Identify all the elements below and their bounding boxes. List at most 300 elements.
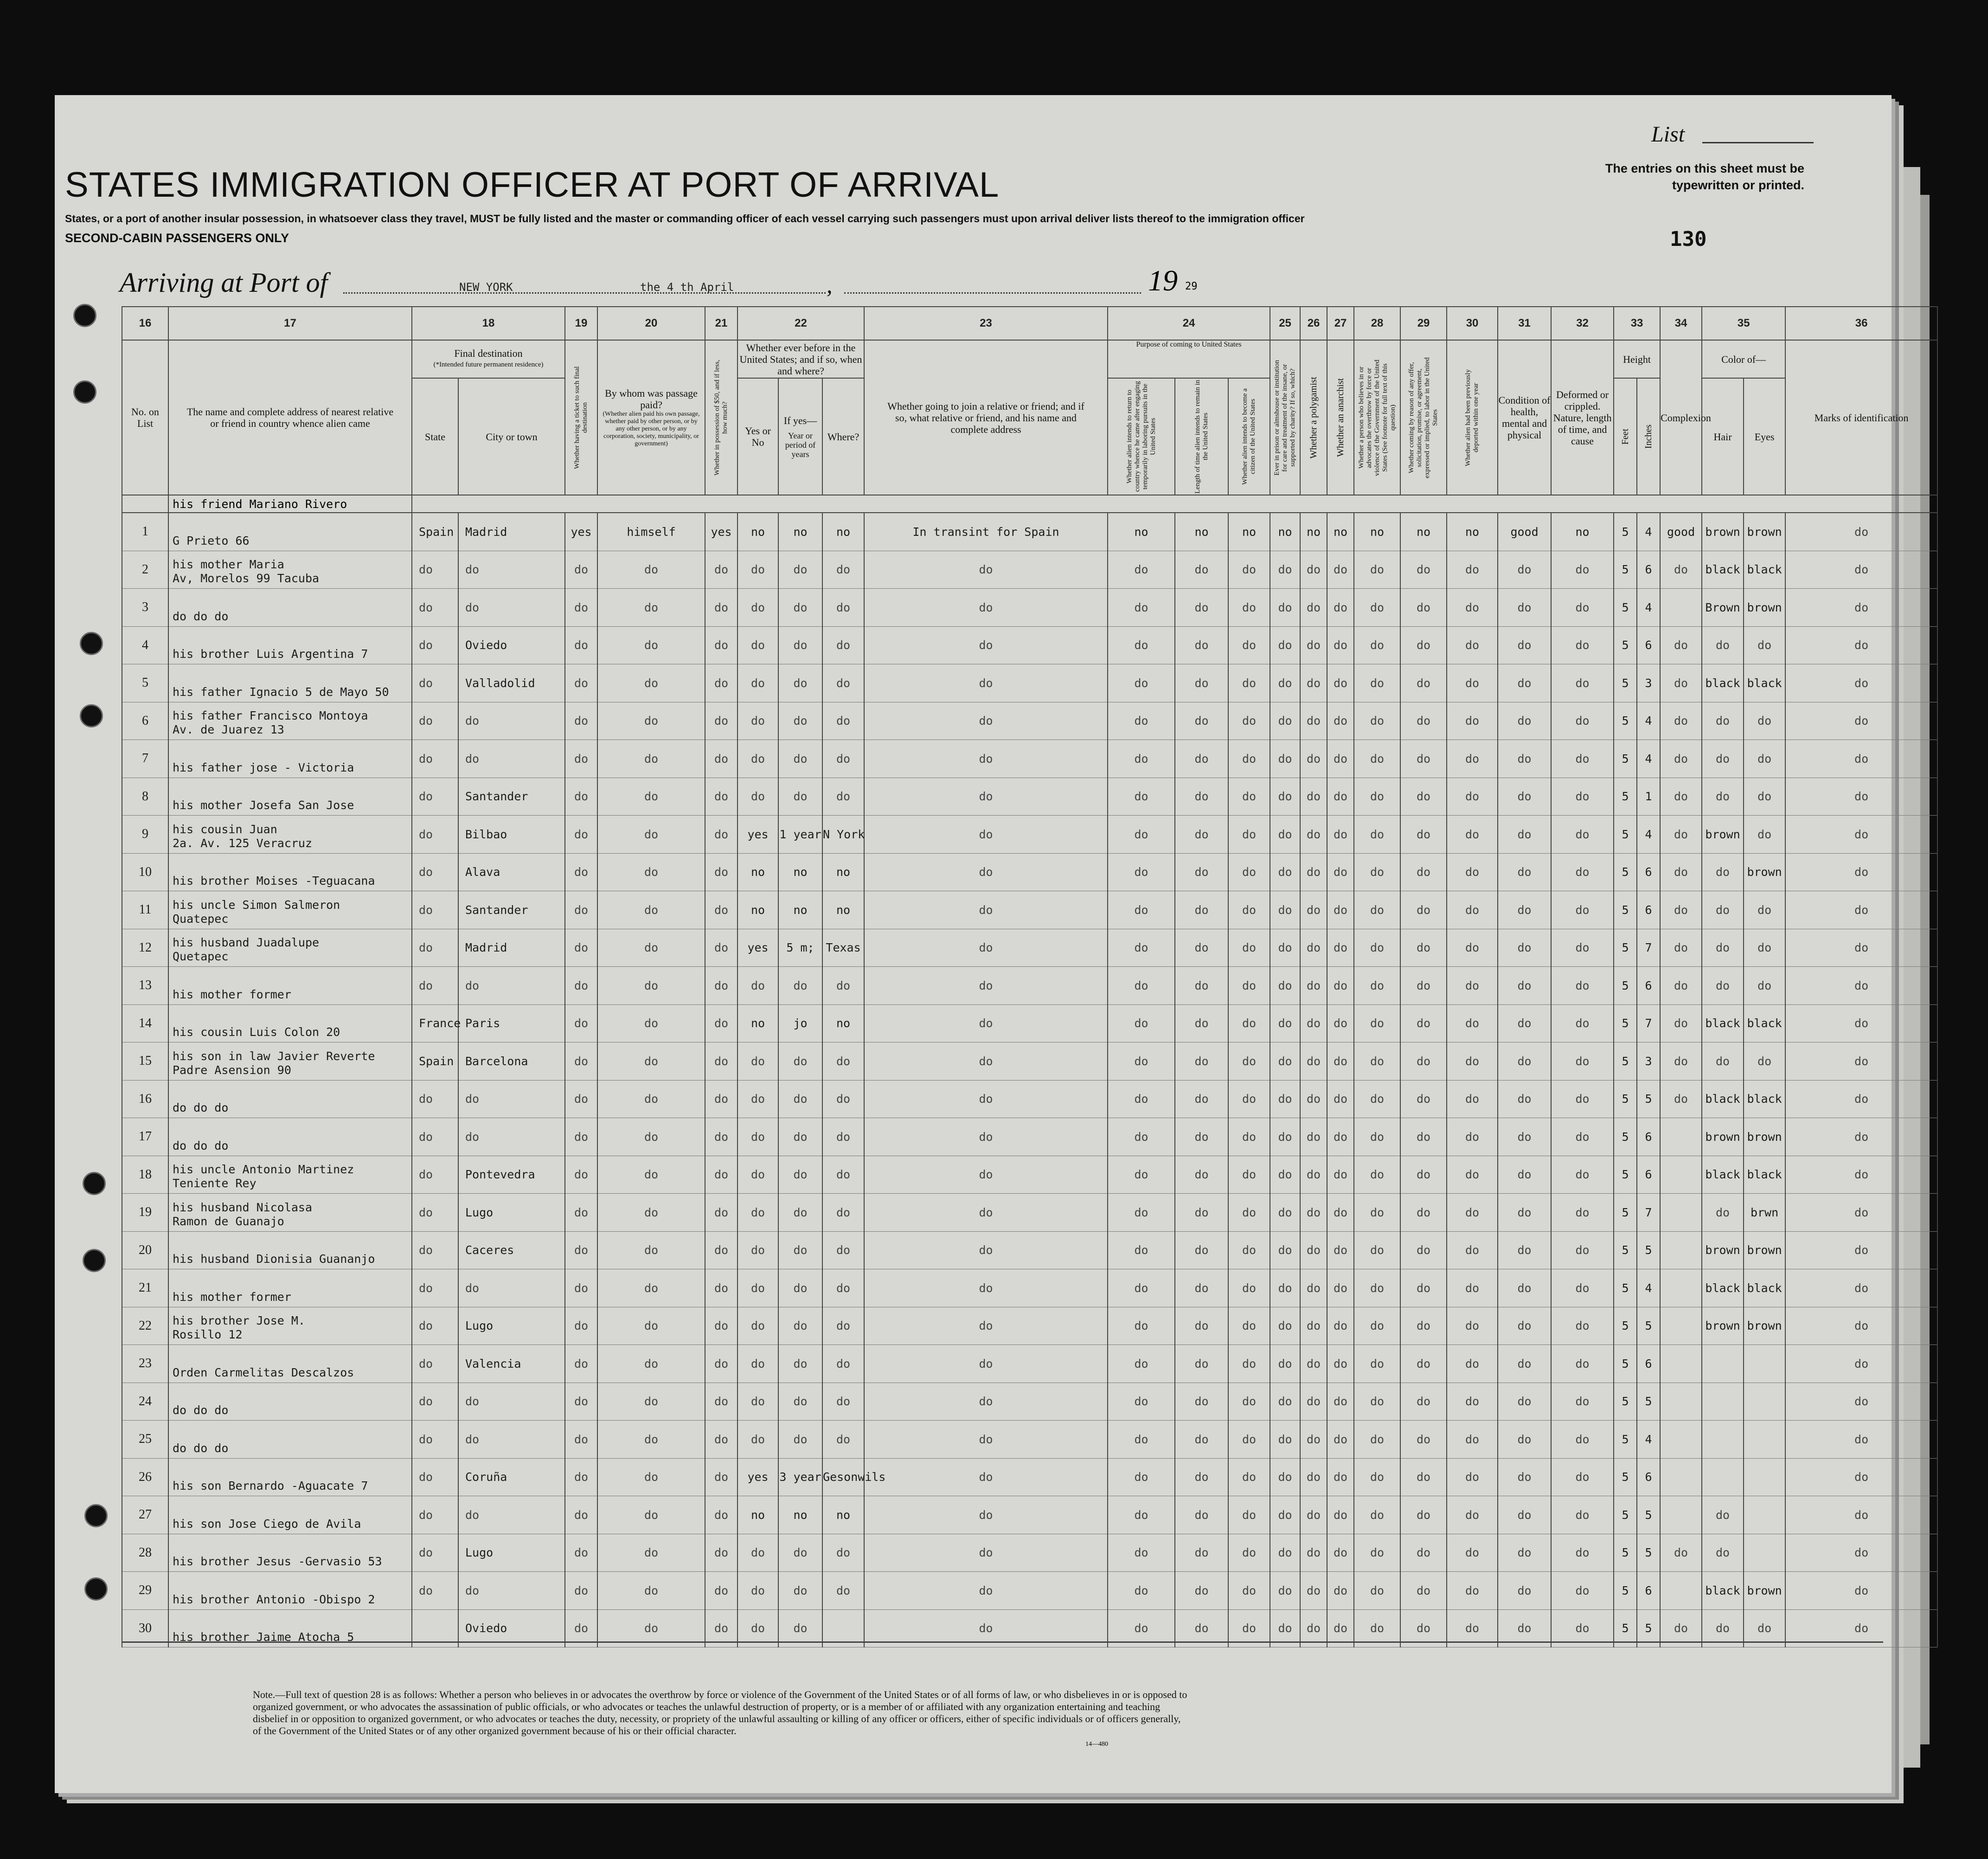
purpose-citizen-value: do	[1228, 967, 1270, 1005]
money-value: do	[705, 929, 737, 967]
prison-value: do	[1270, 702, 1300, 740]
complexion-value	[1660, 1496, 1702, 1534]
anarchist-value: do	[1327, 1194, 1354, 1232]
relative-address: his mother former	[168, 1269, 412, 1307]
dest-state: do	[412, 1496, 458, 1534]
join-relative-value: do	[864, 891, 1108, 929]
ticket-value: do	[565, 664, 597, 702]
join-relative-value: In transint for Spain	[864, 513, 1108, 551]
col-number: 34	[1660, 307, 1702, 340]
deformed-value: do	[1551, 1421, 1614, 1459]
relative-address: his brother Jose M. Rosillo 12	[168, 1307, 412, 1345]
dest-state: do	[412, 1572, 458, 1610]
join-relative-value: do	[864, 1383, 1108, 1421]
passage-paid-value: do	[597, 1421, 705, 1459]
eyes-value: do	[1744, 626, 1785, 664]
anarchist-value: do	[1327, 816, 1354, 854]
where-value: do	[822, 778, 864, 816]
money-value: do	[705, 1080, 737, 1118]
health-value: do	[1498, 853, 1551, 891]
money-value: do	[705, 589, 737, 627]
feet-value: 5	[1614, 664, 1637, 702]
complexion-value: do	[1660, 929, 1702, 967]
table-row	[122, 1345, 1937, 1383]
complexion-value: do	[1660, 816, 1702, 854]
eyes-value	[1744, 1421, 1785, 1459]
purpose-return-value: do	[1108, 1194, 1175, 1232]
feet-value: 5	[1614, 1231, 1637, 1269]
labor-offer-value: do	[1400, 1345, 1447, 1383]
health-value: do	[1498, 1269, 1551, 1307]
years-value: do	[778, 1080, 822, 1118]
labor-offer-value: do	[1400, 740, 1447, 778]
where-value: do	[822, 1345, 864, 1383]
feet-value: 5	[1614, 929, 1637, 967]
passage-paid-value: do	[597, 967, 705, 1005]
intro-text: States, or a port of another insular possession, in whatsoever class they travel, MUST be fully listed and the master or commanding officer of each vessel carrying such passengers must upon arrival deliver lists thereof to the immigration officer	[65, 212, 1305, 225]
purpose-length-value: do	[1175, 967, 1228, 1005]
ticket-value: do	[565, 929, 597, 967]
complexion-value	[1660, 1156, 1702, 1194]
before-in-us: do	[737, 1534, 778, 1572]
join-relative-value: do	[864, 1042, 1108, 1081]
marks-value: do	[1785, 551, 1937, 589]
final-destination-label: Final destination	[454, 347, 523, 359]
deported-value: do	[1447, 1421, 1498, 1459]
header-deformed: Deformed or crippled. Nature, length of time, and cause	[1551, 340, 1614, 495]
deported-value: do	[1447, 664, 1498, 702]
deported-value: do	[1447, 1458, 1498, 1496]
hair-value: do	[1702, 929, 1744, 967]
header-ever-before: Whether ever before in the United States; and if so, when and where?	[737, 340, 864, 378]
prison-value: do	[1270, 1194, 1300, 1232]
years-value: do	[778, 778, 822, 816]
anarchist-value: do	[1327, 702, 1354, 740]
prison-value: do	[1270, 1042, 1300, 1081]
years-value: 3 year	[778, 1458, 822, 1496]
labor-offer-value: do	[1400, 1269, 1447, 1307]
labor-offer-value: do	[1400, 1156, 1447, 1194]
deported-value: do	[1447, 1496, 1498, 1534]
overthrow-value: do	[1354, 929, 1400, 967]
before-in-us: do	[737, 1609, 778, 1647]
relative-address: his brother Jesus -Gervasio 53	[168, 1534, 412, 1572]
years-value: no	[778, 891, 822, 929]
complexion-value: do	[1660, 740, 1702, 778]
purpose-citizen-value: do	[1228, 929, 1270, 967]
class-line: SECOND-CABIN PASSENGERS ONLY	[65, 231, 289, 245]
purpose-citizen-value: no	[1228, 513, 1270, 551]
deported-value: do	[1447, 1383, 1498, 1421]
header-color-of: Color of—	[1702, 340, 1785, 378]
ticket-value: do	[565, 967, 597, 1005]
passage-paid-value: do	[597, 626, 705, 664]
marks-value: do	[1785, 1156, 1937, 1194]
relative-address: his husband Dionisia Guananjo	[168, 1231, 412, 1269]
port-line	[343, 292, 826, 294]
passenger-number: 24	[122, 1383, 168, 1421]
prison-value: do	[1270, 1307, 1300, 1345]
ticket-value: do	[565, 1458, 597, 1496]
money-value: do	[705, 1118, 737, 1156]
overthrow-value: do	[1354, 853, 1400, 891]
passage-paid-value: do	[597, 778, 705, 816]
before-in-us: no	[737, 1004, 778, 1042]
purpose-length-value: do	[1175, 1609, 1228, 1647]
deported-value: do	[1447, 1194, 1498, 1232]
years-value: 5 m;	[778, 929, 822, 967]
purpose-citizen-value: do	[1228, 1383, 1270, 1421]
complexion-value	[1660, 1307, 1702, 1345]
anarchist-value: do	[1327, 967, 1354, 1005]
year-suffix: 29	[1185, 281, 1198, 292]
header-row	[122, 340, 1937, 378]
header-state: State	[412, 378, 458, 495]
where-value: no	[822, 891, 864, 929]
before-in-us: do	[737, 1269, 778, 1307]
ticket-value: do	[565, 1421, 597, 1459]
marks-value: do	[1785, 778, 1937, 816]
header-labor-offer: Whether coming by reason of any offer, solicitation, promise, or agreement, expressed or implied, to labor in the United States	[1400, 340, 1447, 495]
anarchist-value: do	[1327, 891, 1354, 929]
passage-paid-sub: (Whether alien paid his own passage, whether paid by other person, or by any other person, or by any corporation, society, municipality, or government)	[603, 411, 700, 447]
ticket-value: do	[565, 816, 597, 854]
marks-value: do	[1785, 1496, 1937, 1534]
eyes-value: brown	[1744, 1118, 1785, 1156]
years-value: do	[778, 1534, 822, 1572]
passenger-number: 4	[122, 626, 168, 664]
deformed-value: do	[1551, 778, 1614, 816]
col-number: 17	[168, 307, 412, 340]
header-anarchist: Whether an anarchist	[1327, 340, 1354, 495]
polygamist-value: do	[1300, 1118, 1327, 1156]
deformed-value: do	[1551, 1534, 1614, 1572]
complexion-value: do	[1660, 1534, 1702, 1572]
complexion-value	[1660, 1345, 1702, 1383]
binding-hole	[83, 1172, 106, 1195]
col-number: 32	[1551, 307, 1614, 340]
ticket-value: do	[565, 1269, 597, 1307]
join-relative-value: do	[864, 740, 1108, 778]
relative-address: do do do	[168, 1383, 412, 1421]
purpose-citizen-value: do	[1228, 891, 1270, 929]
dest-state: do	[412, 1458, 458, 1496]
health-value: good	[1498, 513, 1551, 551]
money-value: do	[705, 816, 737, 854]
prison-value: do	[1270, 1118, 1300, 1156]
dest-state: do	[412, 1080, 458, 1118]
purpose-length-value: do	[1175, 853, 1228, 891]
passenger-number: 7	[122, 740, 168, 778]
polygamist-value: do	[1300, 853, 1327, 891]
before-in-us: do	[737, 1118, 778, 1156]
marks-value: do	[1785, 1345, 1937, 1383]
inches-value: 4	[1637, 816, 1660, 854]
purpose-citizen-value: do	[1228, 664, 1270, 702]
passenger-number: 28	[122, 1534, 168, 1572]
complexion-value: do	[1660, 1609, 1702, 1647]
deformed-value: do	[1551, 1307, 1614, 1345]
overthrow-value: do	[1354, 891, 1400, 929]
complexion-value: good	[1660, 513, 1702, 551]
anarchist-value: do	[1327, 1118, 1354, 1156]
money-value: do	[705, 1383, 737, 1421]
header-overthrow: Whether a person who believes in or advocates the overthrow by force or violence of the Government of the United States (See footnote for full text of this question)	[1354, 340, 1400, 495]
money-value: do	[705, 853, 737, 891]
purpose-return-value: do	[1108, 1534, 1175, 1572]
anarchist-value: do	[1327, 1042, 1354, 1081]
money-value: do	[705, 1572, 737, 1610]
passenger-number: 29	[122, 1572, 168, 1610]
hair-value: do	[1702, 853, 1744, 891]
passage-paid-value: do	[597, 816, 705, 854]
where-value: no	[822, 1004, 864, 1042]
before-in-us: do	[737, 1080, 778, 1118]
deformed-value: do	[1551, 1496, 1614, 1534]
years-value: do	[778, 967, 822, 1005]
eyes-value: brown	[1744, 853, 1785, 891]
before-in-us: do	[737, 589, 778, 627]
dest-state: do	[412, 551, 458, 589]
deported-value: do	[1447, 778, 1498, 816]
dest-state: do	[412, 1156, 458, 1194]
purpose-length-value: do	[1175, 1534, 1228, 1572]
feet-value: 5	[1614, 1194, 1637, 1232]
feet-value: 5	[1614, 1269, 1637, 1307]
feet-value: 5	[1614, 740, 1637, 778]
eyes-value	[1744, 1496, 1785, 1534]
money-value: do	[705, 1307, 737, 1345]
purpose-length-value: do	[1175, 1421, 1228, 1459]
year-prefix: 19	[1148, 264, 1178, 297]
deformed-value: do	[1551, 664, 1614, 702]
before-in-us: do	[737, 1572, 778, 1610]
hair-value: do	[1702, 1609, 1744, 1647]
polygamist-value: do	[1300, 1080, 1327, 1118]
anarchist-value: do	[1327, 1307, 1354, 1345]
eyes-value: black	[1744, 1269, 1785, 1307]
feet-value: 5	[1614, 551, 1637, 589]
polygamist-value: do	[1300, 740, 1327, 778]
prison-value: do	[1270, 740, 1300, 778]
join-relative-value: do	[864, 702, 1108, 740]
overthrow-value: do	[1354, 1080, 1400, 1118]
passenger-number: 12	[122, 929, 168, 967]
where-value: no	[822, 1496, 864, 1534]
passenger-number: 21	[122, 1269, 168, 1307]
binding-hole	[83, 1249, 106, 1272]
before-in-us: do	[737, 626, 778, 664]
header-complexion: Complexion	[1660, 340, 1702, 495]
labor-offer-value: do	[1400, 702, 1447, 740]
inches-value: 5	[1637, 1383, 1660, 1421]
labor-offer-value: do	[1400, 589, 1447, 627]
passage-paid-value: do	[597, 1042, 705, 1081]
health-value: do	[1498, 589, 1551, 627]
where-value: do	[822, 740, 864, 778]
passenger-number: 13	[122, 967, 168, 1005]
dest-city: do	[458, 1080, 565, 1118]
health-value: do	[1498, 626, 1551, 664]
polygamist-value: do	[1300, 1042, 1327, 1081]
hair-value: do	[1702, 740, 1744, 778]
eyes-value: brown	[1744, 1572, 1785, 1610]
deformed-value: do	[1551, 1118, 1614, 1156]
marks-value: do	[1785, 1609, 1937, 1647]
where-value: do	[822, 589, 864, 627]
purpose-citizen-value: do	[1228, 778, 1270, 816]
binding-hole	[73, 304, 96, 327]
polygamist-value: do	[1300, 1307, 1327, 1345]
col-number: 28	[1354, 307, 1400, 340]
labor-offer-value: do	[1400, 778, 1447, 816]
join-relative-value: do	[864, 1458, 1108, 1496]
years-value: do	[778, 589, 822, 627]
eyes-value: do	[1744, 1042, 1785, 1081]
pre-row-text: his friend Mariano Rivero	[168, 495, 412, 513]
ticket-value: do	[565, 778, 597, 816]
deformed-value: do	[1551, 1458, 1614, 1496]
prison-value: do	[1270, 1383, 1300, 1421]
purpose-length-value: do	[1175, 589, 1228, 627]
health-value: do	[1498, 778, 1551, 816]
inches-value: 5	[1637, 1496, 1660, 1534]
marks-value: do	[1785, 626, 1937, 664]
col-number: 23	[864, 307, 1108, 340]
eyes-value: black	[1744, 1004, 1785, 1042]
col-number: 29	[1400, 307, 1447, 340]
years-value: no	[778, 1496, 822, 1534]
inches-value: 3	[1637, 664, 1660, 702]
prison-value: do	[1270, 1609, 1300, 1647]
passage-paid-value: do	[597, 853, 705, 891]
deformed-value: do	[1551, 1269, 1614, 1307]
marks-value: do	[1785, 891, 1937, 929]
marks-value: do	[1785, 1080, 1937, 1118]
passage-paid-value: do	[597, 1118, 705, 1156]
hair-value	[1702, 1383, 1744, 1421]
purpose-length-value: do	[1175, 1156, 1228, 1194]
money-value: do	[705, 1609, 737, 1647]
dest-city: Barcelona	[458, 1042, 565, 1081]
anarchist-value: do	[1327, 853, 1354, 891]
inches-value: 4	[1637, 1269, 1660, 1307]
overthrow-value: do	[1354, 1156, 1400, 1194]
purpose-return-value: do	[1108, 1496, 1175, 1534]
join-relative-value: do	[864, 1118, 1108, 1156]
years-value: do	[778, 1042, 822, 1081]
col-number: 19	[565, 307, 597, 340]
dest-city: Santander	[458, 891, 565, 929]
labor-offer-value: do	[1400, 929, 1447, 967]
relative-address: do do do	[168, 589, 412, 627]
purpose-length-value: do	[1175, 1080, 1228, 1118]
deported-value: do	[1447, 1345, 1498, 1383]
table-row	[122, 853, 1937, 891]
anarchist-value: do	[1327, 664, 1354, 702]
complexion-value	[1660, 1194, 1702, 1232]
anarchist-value: do	[1327, 778, 1354, 816]
deformed-value: do	[1551, 702, 1614, 740]
dest-city: do	[458, 1118, 565, 1156]
inches-value: 4	[1637, 702, 1660, 740]
join-relative-value: do	[864, 589, 1108, 627]
deformed-value: do	[1551, 626, 1614, 664]
purpose-return-value: do	[1108, 1231, 1175, 1269]
deformed-value: do	[1551, 1231, 1614, 1269]
years-value: do	[778, 1609, 822, 1647]
polygamist-value: do	[1300, 1609, 1327, 1647]
relative-address: his cousin Luis Colon 20	[168, 1004, 412, 1042]
header-where: Where?	[822, 378, 864, 495]
overthrow-value: do	[1354, 626, 1400, 664]
join-relative-value: do	[864, 664, 1108, 702]
if-yes-label: If yes—	[783, 414, 817, 426]
polygamist-value: do	[1300, 1383, 1327, 1421]
inches-value: 5	[1637, 1231, 1660, 1269]
ticket-value: do	[565, 1345, 597, 1383]
join-relative-value: do	[864, 778, 1108, 816]
overthrow-value: do	[1354, 702, 1400, 740]
hair-value: do	[1702, 626, 1744, 664]
health-value: do	[1498, 891, 1551, 929]
health-value: do	[1498, 1080, 1551, 1118]
passenger-number: 14	[122, 1004, 168, 1042]
join-relative-value: do	[864, 1307, 1108, 1345]
where-value: Texas	[822, 929, 864, 967]
purpose-length-value: do	[1175, 1496, 1228, 1534]
marks-value: do	[1785, 513, 1937, 551]
deported-value: do	[1447, 967, 1498, 1005]
marks-value: do	[1785, 664, 1937, 702]
join-relative-value: do	[864, 853, 1108, 891]
table-row	[122, 626, 1937, 664]
table-row	[122, 1042, 1937, 1081]
complexion-value: do	[1660, 853, 1702, 891]
polygamist-value: do	[1300, 929, 1327, 967]
marks-value: do	[1785, 967, 1937, 1005]
inches-value: 4	[1637, 740, 1660, 778]
inches-value: 6	[1637, 891, 1660, 929]
hair-value: do	[1702, 891, 1744, 929]
deformed-value: do	[1551, 551, 1614, 589]
years-value: do	[778, 702, 822, 740]
feet-value: 5	[1614, 1534, 1637, 1572]
complexion-value: do	[1660, 551, 1702, 589]
dest-city: do	[458, 1572, 565, 1610]
marks-value: do	[1785, 1534, 1937, 1572]
eyes-value: black	[1744, 664, 1785, 702]
dest-city: Valencia	[458, 1345, 565, 1383]
purpose-citizen-value: do	[1228, 1572, 1270, 1610]
prison-value: do	[1270, 1269, 1300, 1307]
polygamist-value: do	[1300, 891, 1327, 929]
deported-value: do	[1447, 551, 1498, 589]
where-value: no	[822, 513, 864, 551]
overthrow-value: do	[1354, 1269, 1400, 1307]
years-value: do	[778, 1269, 822, 1307]
dest-city: Santander	[458, 778, 565, 816]
join-relative-value: do	[864, 929, 1108, 967]
hair-value: do	[1702, 1042, 1744, 1081]
table-row	[122, 702, 1937, 740]
purpose-citizen-value: do	[1228, 1307, 1270, 1345]
col-number: 18	[412, 307, 565, 340]
binding-hole	[73, 380, 96, 404]
where-value: do	[822, 1118, 864, 1156]
relative-address: his brother Luis Argentina 7	[168, 626, 412, 664]
money-value: do	[705, 1156, 737, 1194]
